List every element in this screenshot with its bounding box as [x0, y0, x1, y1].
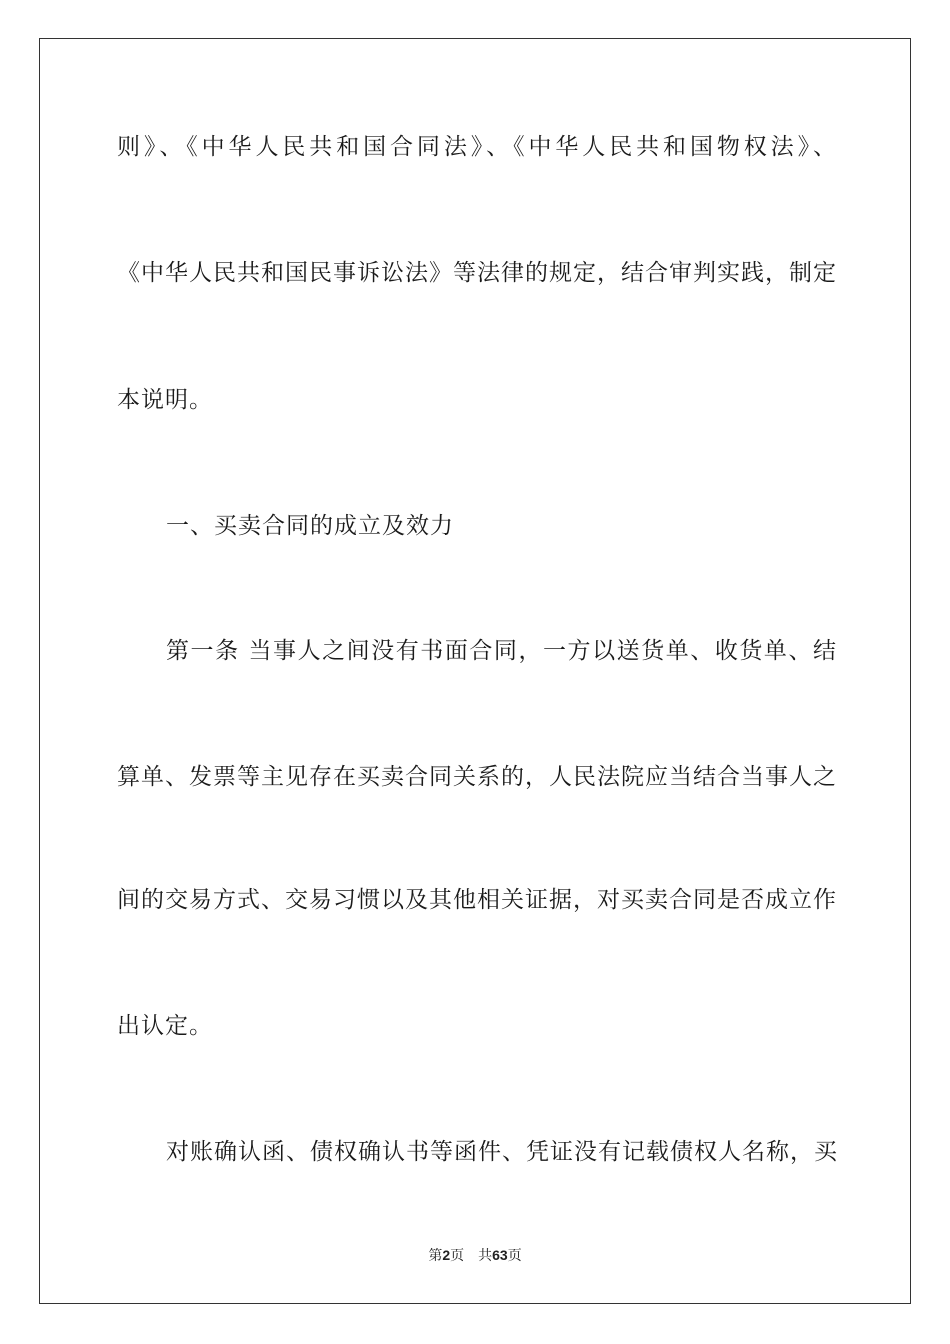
- section-heading: 一、买卖合同的成立及效力: [166, 513, 454, 539]
- article-line-4: 出认定。: [117, 1013, 213, 1039]
- article-line-2: 算单、发票等主见存在买卖合同关系的，人民法院应当结合当事人之: [117, 764, 837, 790]
- text-line-1: 则》、《中华人民共和国合同法》、《中华人民共和国物权法》、: [117, 134, 837, 160]
- text-line-2: 《中华人民共和国民事诉讼法》等法律的规定，结合审判实践，制定: [117, 260, 837, 286]
- total-page-count: 63: [492, 1247, 508, 1263]
- total-label-prefix: 共: [478, 1248, 493, 1264]
- total-label-suffix: 页: [507, 1248, 522, 1264]
- page-label-prefix: 第: [428, 1248, 443, 1264]
- page-footer: [0, 1246, 950, 1265]
- article-line-3: 间的交易方式、交易习惯以及其他相关证据，对买卖合同是否成立作: [117, 887, 837, 913]
- current-page-number: 2: [442, 1247, 451, 1263]
- text-line-3: 本说明。: [117, 387, 213, 413]
- page-border: [39, 38, 911, 1304]
- paragraph-line-1: 对账确认函、债权确认书等函件、凭证没有记载债权人名称，买: [166, 1139, 838, 1165]
- page-label-suffix: 页: [450, 1248, 465, 1264]
- article-line-1: 第一条 当事人之间没有书面合同，一方以送货单、收货单、结: [166, 638, 837, 664]
